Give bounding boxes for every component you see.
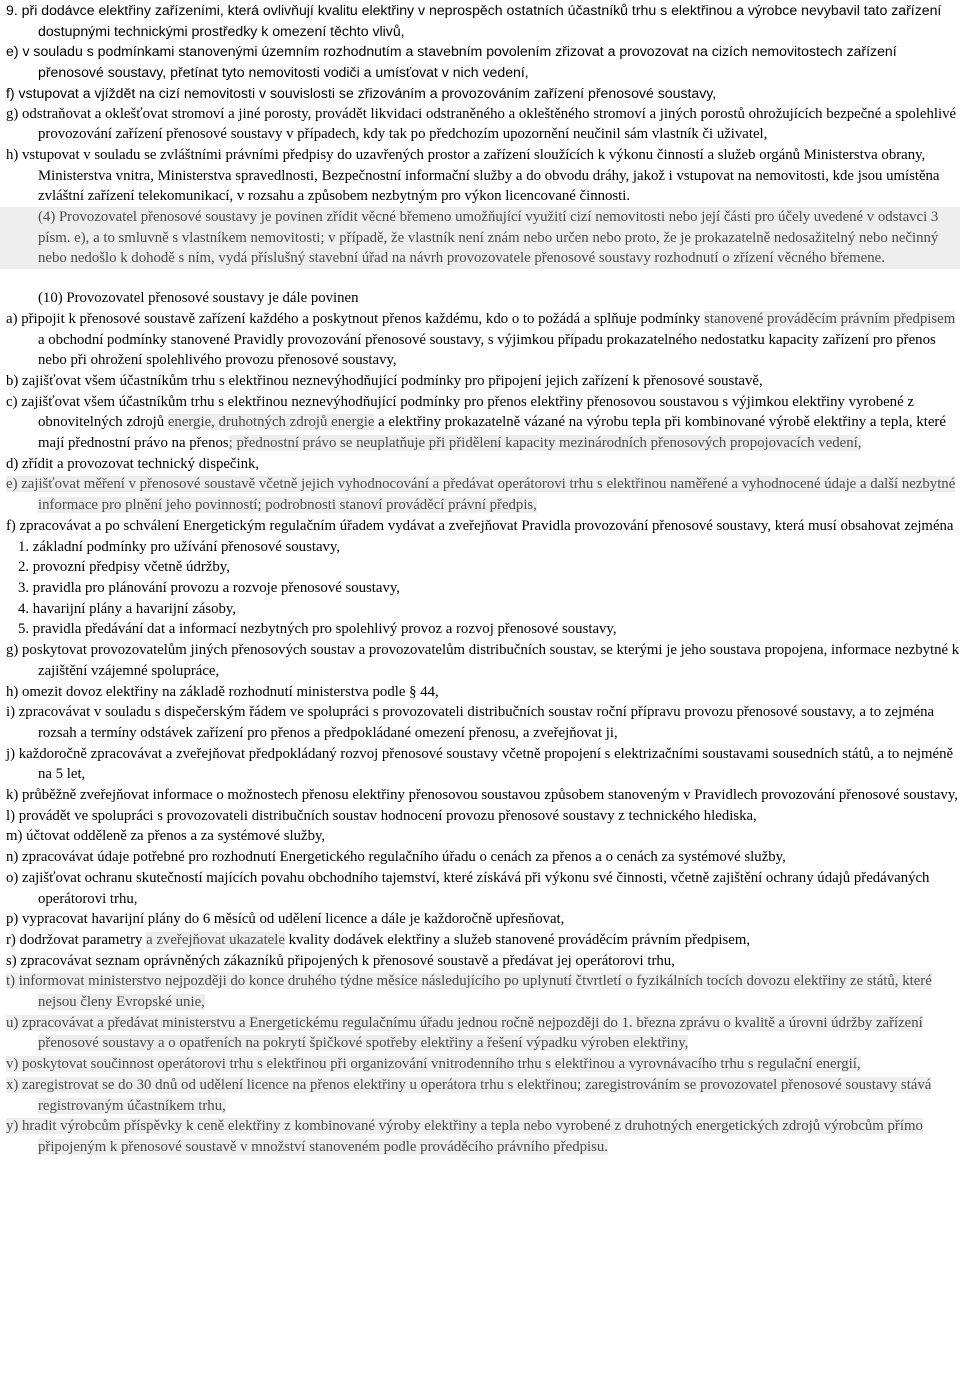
- item-text: h) omezit dovoz elektřiny na základě rozhodnutí ministerstva podle § 44,: [6, 683, 439, 700]
- item-text: b) zajišťovat všem účastníkům trhu s elektřinou neznevýhodňující podmínky pro připojení jejich zařízení k přenosové soustavě,: [6, 372, 763, 389]
- list-item: [0, 785, 960, 806]
- list-item: [0, 83, 960, 104]
- list-item: [0, 1054, 960, 1075]
- sublist-rules: [0, 537, 960, 641]
- list-item: [0, 806, 960, 827]
- list-item: [0, 104, 960, 145]
- list-section-obligations: [0, 309, 960, 537]
- highlighted-text: a zveřejňovat ukazatele: [146, 931, 285, 948]
- item-text: e) v souladu s podmínkami stanovenými územním rozhodnutím a stavebním povolením zřizovat a provozovat na cizích nemovitostech zařízení přenosové soustavy, přetínat tyto nemovitosti vodiči a umísťovat v nich vedení,: [6, 43, 897, 81]
- list-item: [0, 1116, 960, 1157]
- list-item: [0, 41, 960, 82]
- item-text: c) zajišťovat všem účastníkům trhu s elektřinou neznevýhodňující podmínky pro přenos elektřiny přenosovou soustavou s výjimkou elektřiny vyrobené z obnovitelných zdrojů: [6, 393, 914, 431]
- sublist-item: 3. pravidla pro plánování provozu a rozvoje přenosové soustavy,: [18, 579, 401, 596]
- item-text: m) účtovat odděleně za přenos a za systémové služby,: [6, 828, 326, 845]
- paragraph-4: (4) Provozovatel přenosové soustavy je povinen zřídit věcné břemeno umožňující využití cizí nemovitosti nebo její části pro účely uvedené v odstavci 3 písm. e), a to smluvně s vlastníkem nemovitosti; v případě, že vlastník není znám nebo určen nebo proto, že je prokazatelně nedosažitelný nebo nečinný nebo nedošlo k dohodě s ním, vydá příslušný stavební úřad na návrh provozovatele přenosové soustavy rozhodnutí o zřízení věcného břemene.: [0, 207, 960, 269]
- list-item: [0, 971, 960, 1012]
- list-section-obligations-continued: [0, 640, 960, 1158]
- list-item: [0, 930, 960, 951]
- item-text: l) provádět ve spolupráci s provozovateli distribučních soustav hodnocení provozu přenosové soustavy z technického hlediska,: [6, 807, 757, 824]
- list-item: [0, 909, 960, 930]
- list-item: [0, 682, 960, 703]
- highlighted-text: x) zaregistrovat se do 30 dnů od udělení licence na přenos elektřiny u operátora trhu s elektřinou; zaregistrováním se provozovatel přenosové soustavy stává registrovaným účastníkem trhu,: [6, 1076, 932, 1114]
- list-section-permissions: [0, 0, 960, 207]
- item-text: p) vypracovat havarijní plány do 6 měsíců od udělení licence a dále je každoročně upřesňovat,: [6, 911, 565, 928]
- item-text: i) zpracovávat v souladu s dispečerským řádem ve spolupráci s provozovateli distribučních soustav roční přípravu provozu přenosové soustavy, a to zejména rozsah a termíny odstávek zařízení pro přenos a předpokládané omezení přenosu, a zveřejňovat ji,: [6, 704, 935, 741]
- list-item: [0, 744, 960, 785]
- list-item: [0, 1075, 960, 1116]
- item-text: g) odstraňovat a oklešťovat stromoví a jiné porosty, provádět likvidaci odstraněného a okleštěného stromoví a jiných porostů ohrožujících bezpečné a spolehlivé provozování zařízení přenosové soustavy v případech, kdy tak po předchozím upozornění neučinil sám vlastník či uživatel,: [6, 105, 957, 143]
- item-text: s) zpracovávat seznam oprávněných zákazníků připojených k přenosové soustavě a předávat jej operátorovi trhu,: [6, 952, 675, 969]
- item-text: kvality dodávek elektřiny a služeb stanovené prováděcím právním předpisem,: [284, 931, 751, 948]
- list-item: [0, 702, 960, 743]
- item-text: 9. při dodávce elektřiny zařízeními, která ovlivňují kvalitu elektřiny v neprospěch ostatních účastníků trhu s elektřinou a výrobce nevybavil tato zařízení dostupnými technickými prostředky k omezení těchto vlivů,: [6, 2, 942, 39]
- sublist-item: 4. havarijní plány a havarijní zásoby,: [18, 600, 237, 617]
- list-item: [0, 309, 960, 371]
- highlighted-text: e) zajišťovat měření v přenosové soustavě včetně jejich vyhodnocování a předávat operátorovi trhu s elektřinou naměřené a vyhodnocené údaje a další nezbytné informace pro plnění jeho povinností; podrobnosti stanoví prováděcí právní předpis,: [6, 476, 956, 514]
- highlighted-text: stanovené prováděcím právním předpisem: [704, 310, 956, 327]
- item-text: f) zpracovávat a po schválení Energetickým regulačním úřadem vydávat a zveřejňovat Pravidla provozování přenosové soustavy, která musí obsahovat zejména: [6, 517, 954, 534]
- list-item: [0, 640, 960, 681]
- item-text: r) dodržovat parametry: [6, 931, 147, 948]
- list-item: [0, 0, 960, 41]
- list-item: [0, 1013, 960, 1054]
- item-text: o) zajišťovat ochranu skutečností majících povahu obchodního tajemství, které získává při výkonu své činnosti, včetně zajištění ochrany údajů předávaných operátorovi trhu,: [6, 869, 930, 907]
- list-item: [0, 826, 960, 847]
- item-text: a) připojit k přenosové soustavě zařízení každého a poskytnout přenos každému, kdo o to požádá a splňuje podmínky: [6, 310, 705, 327]
- spacer: [0, 269, 960, 288]
- list-item: [0, 951, 960, 972]
- list-item: [0, 868, 960, 909]
- list-item: [0, 371, 960, 392]
- highlighted-text: v) poskytovat součinnost operátorovi trhu s elektřinou při organizování vnitrodenního trhu s elektřinou a vyrovnávacího trhu s regulační energií,: [6, 1056, 861, 1073]
- list-item: [0, 145, 960, 207]
- item-text: h) vstupovat v souladu se zvláštními právními předpisy do uzavřených prostor a zařízení sloužících k výkonu činností a služeb orgánů Ministerstva obrany, Ministerstva vnitra, Ministerstva spravedlnosti, Bezpečnostní informační služby a do obvodu dráhy, jakož i vstupovat na nemovitosti, kde jsou umístěna zvláštní zařízení telekomunikací, v rozsahu a způsobem nezbytným pro výkon licencované činnosti.: [6, 146, 940, 205]
- highlighted-text: u) zpracovávat a předávat ministerstvu a Energetickému regulačnímu úřadu jednou ročně nejpozději do 1. března zprávu o kvalitě a úrovni údržby zařízení přenosové soustavy a o opatřeních na pokrytí špičkové spotřeby elektřiny a řešení výpadku výroben elektřiny,: [6, 1014, 923, 1052]
- sublist-item: 1. základní podmínky pro užívání přenosové soustavy,: [18, 538, 341, 555]
- list-item: [0, 516, 960, 537]
- highlighted-text: ; přednostní právo se neuplatňuje při přidělení kapacity mezinárodních přenosových propojovacích vedení,: [228, 435, 862, 452]
- item-text: j) každoročně zpracovávat a zveřejňovat předpokládaný rozvoj přenosové soustavy včetně propojení s elektrizačními soustavami sousedních států, a to nejméně na 5 let,: [6, 745, 954, 783]
- item-text: f) vstupovat a vjíždět na cizí nemovitosti v souvislosti se zřizováním a provozováním zařízení přenosové soustavy,: [6, 84, 717, 101]
- highlighted-text: y) hradit výrobcům příspěvky k ceně elektřiny z kombinované výroby elektřiny a tepla nebo vyrobené z druhotných energetických zdrojů výrobcům přímo připojeným k přenosové soustavě v množství stanoveném podle prováděcího právního předpisu.: [6, 1118, 923, 1155]
- list-item: [0, 454, 960, 475]
- item-text: a elektřiny prokazatelně vázané na výrobu tepla při kombinované výrobě elektřiny a tepla, které mají přednostní právo na přenos: [38, 414, 946, 452]
- sublist-item: 5. pravidla předávání dat a informací nezbytných pro spolehlivý provoz a rozvoj přenosové soustavy,: [18, 621, 617, 638]
- list-item: [0, 392, 960, 454]
- item-text: k) průběžně zveřejňovat informace o možnostech přenosu elektřiny přenosovou soustavou způsobem stanoveným v Pravidlech provozování přenosové soustavy,: [6, 787, 958, 804]
- item-text: n) zpracovávat údaje potřebné pro rozhodnutí Energetického regulačního úřadu o cenách za přenos a o cenách za systémové služby,: [6, 849, 786, 866]
- item-text: a obchodní podmínky stanovené Pravidly provozování přenosové soustavy, s výjimkou případu prokazatelného nedostatku kapacity zařízení pro přenos nebo při ohrožení spolehlivého provozu přenosové soustavy,: [38, 331, 936, 369]
- highlighted-text: t) informovat ministerstvo nejpozději do konce druhého týdne měsíce následujícího po uplynutí čtvrtletí o fyzikálních tocích dovozu elektřiny ze států, které nejsou členy Evropské unie,: [6, 973, 932, 1011]
- sublist-item: 2. provozní předpisy včetně údržby,: [18, 559, 230, 576]
- item-text: g) poskytovat provozovatelům jiných přenosových soustav a provozovatelům distribučních soustav, se kterými je jeho soustava propojena, informace nezbytné k zajištění vzájemné spolupráce,: [6, 642, 960, 679]
- item-text: d) zřídit a provozovat technický dispečink,: [6, 455, 260, 472]
- highlighted-text: energie, druhotných zdrojů energie: [167, 414, 375, 431]
- list-item: [0, 847, 960, 868]
- paragraph-10-heading: (10) Provozovatel přenosové soustavy je dále povinen: [38, 290, 359, 307]
- list-item: [0, 474, 960, 515]
